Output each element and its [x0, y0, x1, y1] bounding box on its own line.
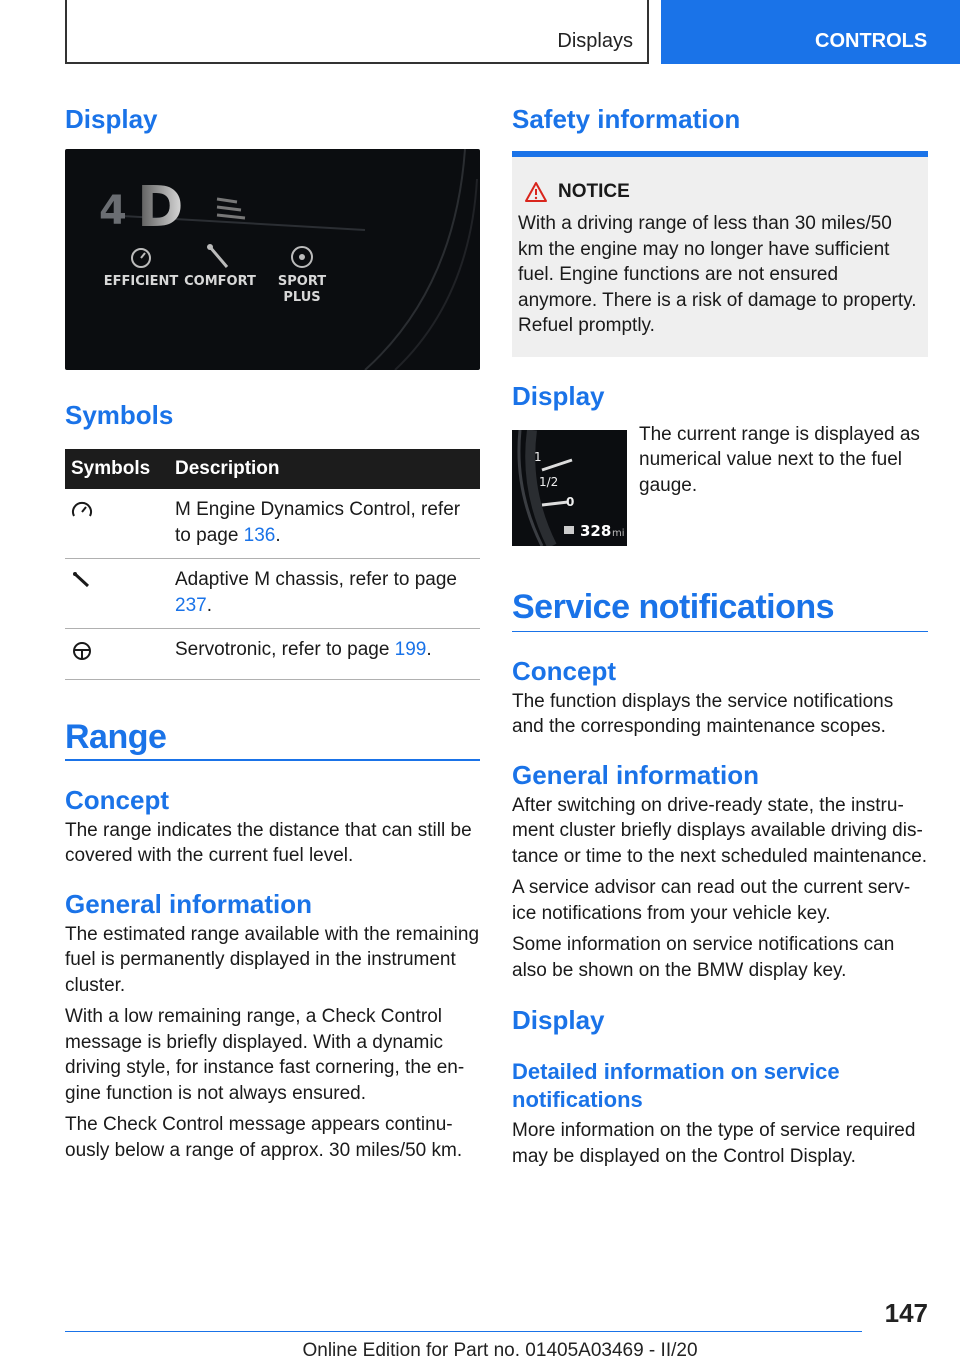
- page-link[interactable]: 199: [394, 639, 427, 660]
- header-left-box: [65, 0, 649, 64]
- general-info-body: [65, 922, 480, 1164]
- row-text: Servotronic, refer to page: [175, 639, 395, 660]
- table-cell-description: [169, 559, 480, 629]
- table-cell-description: [169, 629, 480, 680]
- general-info-heading-right: General information: [512, 759, 760, 790]
- row-text: M Engine Dynamics Control, refer to page: [175, 499, 461, 546]
- mode-sport-plus: [278, 247, 326, 305]
- mode-plus-label: PLUS: [283, 290, 321, 305]
- steering-wheel-icon: [71, 641, 93, 661]
- range-heading-block: [65, 718, 480, 761]
- mode-efficient: [104, 249, 179, 289]
- concept-heading: Concept: [65, 784, 169, 815]
- right-column: [512, 96, 928, 1169]
- range-unit: mi: [612, 527, 625, 539]
- gauge-tick-half: 1/2: [539, 474, 559, 489]
- header-chapter-tab: [661, 0, 960, 64]
- table-cell-icon: [65, 489, 169, 559]
- header-chapter-label: CONTROLS: [815, 30, 928, 52]
- footer-edition: Online Edition for Part no. 01405A03469 - II/20: [302, 1340, 698, 1361]
- fuel-gauge-image: [512, 430, 627, 546]
- detailed-info-text: More information on the type of service required may be displayed on the Control Display.: [512, 1120, 916, 1167]
- display-heading: Display: [65, 104, 158, 134]
- cluster-drawing: [65, 149, 480, 370]
- warning-icon: [524, 181, 548, 203]
- general-paragraph: A service advisor can read out the current service notifications from your vehicle key.: [512, 877, 911, 924]
- row-text: Adaptive M chassis, refer to page: [175, 569, 457, 590]
- gear-indicator: D: [137, 175, 184, 240]
- notice-box: [512, 157, 928, 357]
- gear-indicator-prefix: 4: [99, 188, 127, 234]
- notice-title: NOTICE: [558, 181, 630, 202]
- table-cell-icon: [65, 629, 169, 680]
- table-header-description: Description: [169, 449, 480, 489]
- table-header-symbols: Symbols: [65, 449, 169, 489]
- table-row: [65, 629, 480, 680]
- header-section-title: Displays: [557, 30, 633, 52]
- chassis-icon: [71, 571, 93, 589]
- gauge-tick-empty: 0: [566, 494, 575, 509]
- concept-heading-right: Concept: [512, 655, 616, 686]
- general-paragraph: After switching on drive-ready state, the instrument cluster briefly displays available driving distance or time to the next scheduled maintenance.: [512, 794, 928, 867]
- shift-lights: [217, 199, 245, 218]
- safety-heading: Safety information: [512, 104, 741, 134]
- table-cell-description: [169, 489, 480, 559]
- row-end: .: [275, 524, 281, 546]
- range-value: 328: [580, 521, 612, 540]
- table-row: [65, 559, 480, 629]
- footer-rule: [65, 1331, 862, 1332]
- symbols-heading: Symbols: [65, 400, 174, 430]
- left-column: [65, 96, 480, 1163]
- mode-sport-label: SPORT: [277, 274, 327, 289]
- row-end: .: [426, 639, 432, 660]
- gauge-icon: [71, 501, 93, 519]
- notice-title-row: [518, 181, 922, 203]
- display-text: The current range is displayed as numerical value next to the fuel gauge.: [639, 423, 920, 496]
- general-paragraph: Some information on service notifications can also be shown on the BMW display key.: [512, 934, 895, 981]
- symbols-table: [65, 449, 480, 680]
- fuel-gauge-drawing: [512, 430, 627, 546]
- concept-text: The range indicates the distance that can still be covered with the current fuel level.: [65, 819, 472, 866]
- gauge-tick-full: 1: [534, 449, 542, 464]
- page-link[interactable]: 237: [175, 594, 207, 616]
- notice-text: With a driving range of less than 30 miles/50 km the engine may no longer have sufficient fuel. Engine functions are not ensured anymore. There is a risk of damage to property. Refuel promptly.: [518, 213, 917, 336]
- safety-heading-block: [512, 104, 928, 157]
- range-display-row: [512, 423, 928, 546]
- general-info-body-right: [512, 793, 928, 984]
- display-heading-right: Display: [512, 380, 605, 411]
- detailed-info-heading: Detailed information on service notifications: [512, 1059, 840, 1112]
- service-heading: Service notifications: [512, 587, 835, 626]
- general-paragraph: The Check Control message appears continuously below a range of approx. 30 miles/50 km.: [65, 1114, 463, 1161]
- mode-comfort: [184, 244, 256, 289]
- mode-efficient-label: EFFICIENT: [103, 274, 179, 289]
- instrument-cluster-image: [65, 149, 480, 370]
- row-end: .: [206, 594, 212, 616]
- range-heading: Range: [65, 717, 167, 756]
- display-heading-2: Display: [512, 1005, 605, 1035]
- concept-text-right: The function displays the service notifications and the corresponding maintenance scopes.: [512, 690, 894, 737]
- general-paragraph: The estimated range available with the remaining fuel is permanently displayed in the instrument cluster.: [65, 923, 480, 996]
- table-cell-icon: [65, 559, 169, 629]
- table-header-row: [65, 449, 480, 489]
- general-paragraph: With a low remaining range, a Check Control message is briefly displayed. With a dynamic driving style, for instance fast cornering, the engine function is not always ensured.: [65, 1006, 465, 1104]
- page-link[interactable]: 136: [243, 524, 276, 546]
- page-number: 147: [884, 1298, 928, 1328]
- general-info-heading: General information: [65, 888, 313, 919]
- mode-comfort-label: COMFORT: [184, 274, 256, 289]
- table-row: [65, 489, 480, 559]
- service-heading-block: [512, 588, 928, 632]
